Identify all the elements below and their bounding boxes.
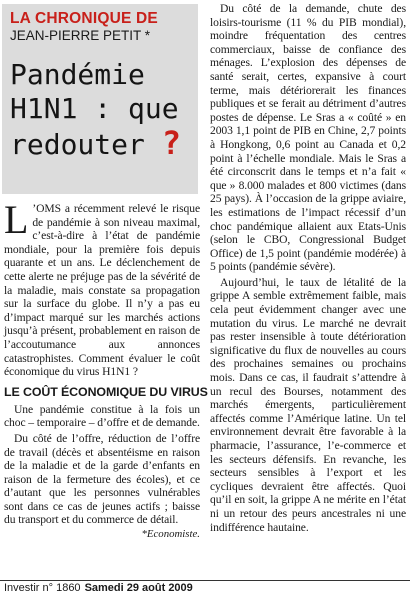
author-name: JEAN-PIERRE PETIT * (10, 28, 151, 43)
headline-line-3-text: redouter (10, 128, 145, 161)
page-footer (0, 580, 410, 595)
body-paragraph: Du côté de la demande, chute des loisirs-tourisme (11 % du PIB mondial), moindre fréquentation des centres commerciaux, baisse de confiance des ménages. L’explosion des dépenses de santé serait, certes, expansive à court terme, mais détériorerait les finances publiques et se ferait au détriment d’autres postes de dépense. Le Sras a « coûté » en 2003 1,1 point de PIB en Chine, 2,7 points à Hongkong, 0,6 point au Canada et 0,2 point à l’échelle mondiale. Mais le Sras a été circonscrit dans le temps et n’a fait « que » 8.000 malades et 800 victimes (dans 25 pays). À l’occasion de la grippe aviaire, les estimations de l’impact récessif d’un choc pandémique allaient aux Etats-Unis (selon le CBO, Congressional Budget Office) de 1,5 point (pandémie modérée) à 5 points (pandémie sévère). (210, 2, 406, 274)
author-credit: *Economiste. (141, 528, 200, 541)
right-column (210, 2, 406, 534)
body-paragraph: Aujourd’hui, le taux de létalité de la grippe A semble extrêmement faible, mais cela peut évidemment changer avec une mutation du virus. Le marché ne devrait pas rester insensible à toute détérioration significative du flux de nouvelles au cours des prochaines semaines ou prochains mois. Dans ce cas, il faudrait s’attendre à un recul des Bourses, notamment des marchés émergents, particulièrement affectés comme l’Amérique latine. Un tel environnement devrait être favorable à la pharmacie, l’assurance, l’e-commerce et les secteurs défensifs. En revanche, les secteurs sensibles à l’export et les cycliques devraient être affectés. Quoi qu’il en soit, la grippe A ne mérite en l’état ni un retour des peurs ancestrales ni une indifférence hautaine. (210, 275, 406, 534)
publication-date: Samedi 29 août 2009 (84, 582, 193, 594)
body-paragraph: Du côté de l’offre, réduction de l’offre de travail (décès et absentéisme en raison de la maladie et de la garde d’enfants en raison de la fermeture des écoles), et ce d’autant que les personnes vulnérables sont dans ce cas de jeunes actifs ; baisse du transport et du commerce de détail. (4, 431, 200, 527)
headline-line-3 (10, 126, 192, 162)
question-mark: ? (161, 124, 181, 162)
chronicle-kicker: LA CHRONIQUE DE (10, 10, 158, 27)
chronicle-header (2, 4, 198, 194)
body-paragraph: Une pandémie constitue à la fois un choc – temporaire – d’offre et de demande. (4, 402, 200, 430)
intro-paragraph (4, 197, 200, 379)
publication-issue: Investir n° 1860 (4, 582, 81, 594)
drop-cap: L (4, 197, 29, 242)
publication-info (4, 581, 193, 595)
headline-line-2: H1N1 : que (10, 92, 179, 125)
headline-line-1: Pandémie (10, 58, 145, 91)
section-subhead: LE COÛT ÉCONOMIQUE DU VIRUS (4, 384, 208, 399)
left-column (4, 197, 208, 541)
intro-text: ’OMS a récemment relevé le risque de pandémie à son niveau maximal, c’est-à-dire à l’état de pandémie mondiale, pour la première fois depuis quarante et un ans. Le déclenchement de cette alerte ne préjuge pas de la sévérité de la maladie, mais constate sa propagation sur la surface du globe. Il n’y a pas eu d’impact marqué sur les marchés actions jusqu’à présent, probablement en raison de l’accoutumance aux annonces catastrophistes. Comment évaluer le coût économique du virus H1N1 ? (4, 202, 200, 379)
article-headline (10, 58, 192, 162)
